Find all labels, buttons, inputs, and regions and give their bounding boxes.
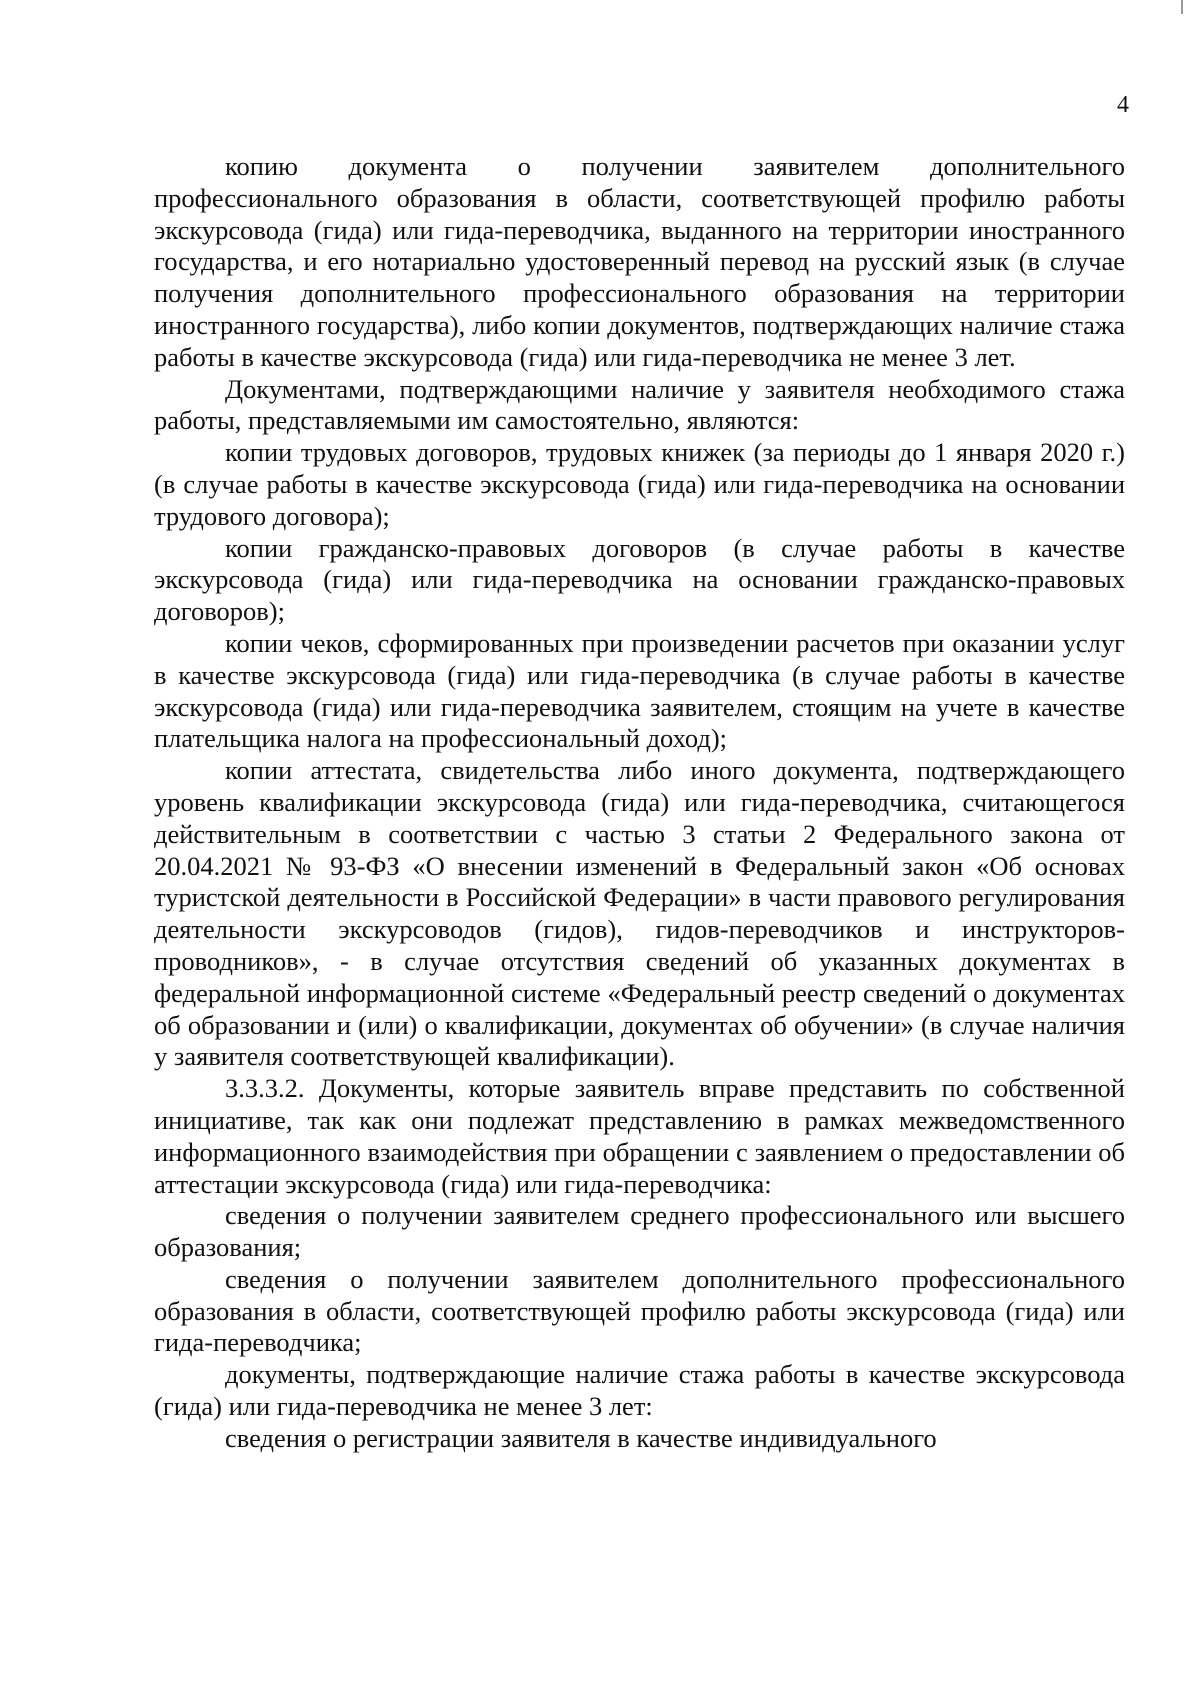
page-number: 4 <box>1117 92 1129 118</box>
paragraph-civil-contracts: копии гражданско-правовых договоров (в случае работы в качестве экскурсовода (гида) или гида-переводчика на основании гражданско-правовых договоров); <box>154 532 1125 627</box>
scan-edge-mark <box>1181 0 1183 14</box>
paragraph-higher-education-info: сведения о получении заявителем среднего профессионального или высшего образования; <box>154 1200 1125 1263</box>
paragraph-section-3-3-3-2: 3.3.3.2. Документы, которые заявитель вправе представить по собственной инициативе, так как они подлежат представлению в рамках межведомственного информационного взаимодействия при обращении с заявлением о предоставлении об аттестации экскурсовода (гида) или гида-переводчика: <box>154 1073 1125 1199</box>
document-body <box>154 151 1125 1455</box>
paragraph-foreign-education-copy: копию документа о получении заявителем дополнительного профессионального образования в области, соответствующей профилю работы экскурсовода (гида) или гида-переводчика, выданного на территории иностранного государства, и его нотариально удостоверенный перевод на русский язык (в случае получения дополнительного профессионального образования на территории иностранного государства), либо копии документов, подтверждающих наличие стажа работы в качестве экскурсовода (гида) или гида-переводчика не менее 3 лет. <box>154 151 1125 372</box>
paragraph-labor-contracts: копии трудовых договоров, трудовых книжек (за периоды до 1 января 2020 г.) (в случае работы в качестве экскурсовода (гида) или гида-переводчика на основании трудового договора); <box>154 437 1125 531</box>
paragraph-receipts: копии чеков, сформированных при произведении расчетов при оказании услуг в качестве экскурсовода (гида) или гида-переводчика (в случае работы в качестве экскурсовода (гида) или гида-переводчика заявителем, стоящим на учете в качестве плательщика налога на профессиональный доход); <box>154 627 1125 754</box>
paragraph-experience-documents-intro: Документами, подтверждающими наличие у заявителя необходимого стажа работы, представляемыми им самостоятельно, являются: <box>154 373 1125 436</box>
paragraph-qualification-certificate: копии аттестата, свидетельства либо иного документа, подтверждающего уровень квалификации экскурсовода (гида) или гида-переводчика, считающегося действительным в соответствии с частью 3 статьи 2 Федерального закона от 20.04.2021 № 93-ФЗ «О внесении изменений в Федеральный закон «Об основах туристской деятельности в Российской Федерации» в части правового регулирования деятельности экскурсоводов (гидов), гидов-переводчиков и инструкторов-проводников», - в случае отсутствия сведений об указанных документах в федеральной информационной системе «Федеральный реестр сведений о документах об образовании и (или) о квалификации, документах об обучении» (в случае наличия у заявителя соответствующей квалификации). <box>154 755 1125 1072</box>
paragraph-additional-education-info: сведения о получении заявителем дополнительного профессионального образования в области, соответствующей профилю работы экскурсовода (гида) или гида-переводчика; <box>154 1263 1125 1358</box>
paragraph-entrepreneur-registration: сведения о регистрации заявителя в качестве индивидуального <box>225 1422 937 1453</box>
paragraph-experience-confirmation: документы, подтверждающие наличие стажа работы в качестве экскурсовода (гида) или гида-переводчика не менее 3 лет: <box>154 1359 1125 1422</box>
